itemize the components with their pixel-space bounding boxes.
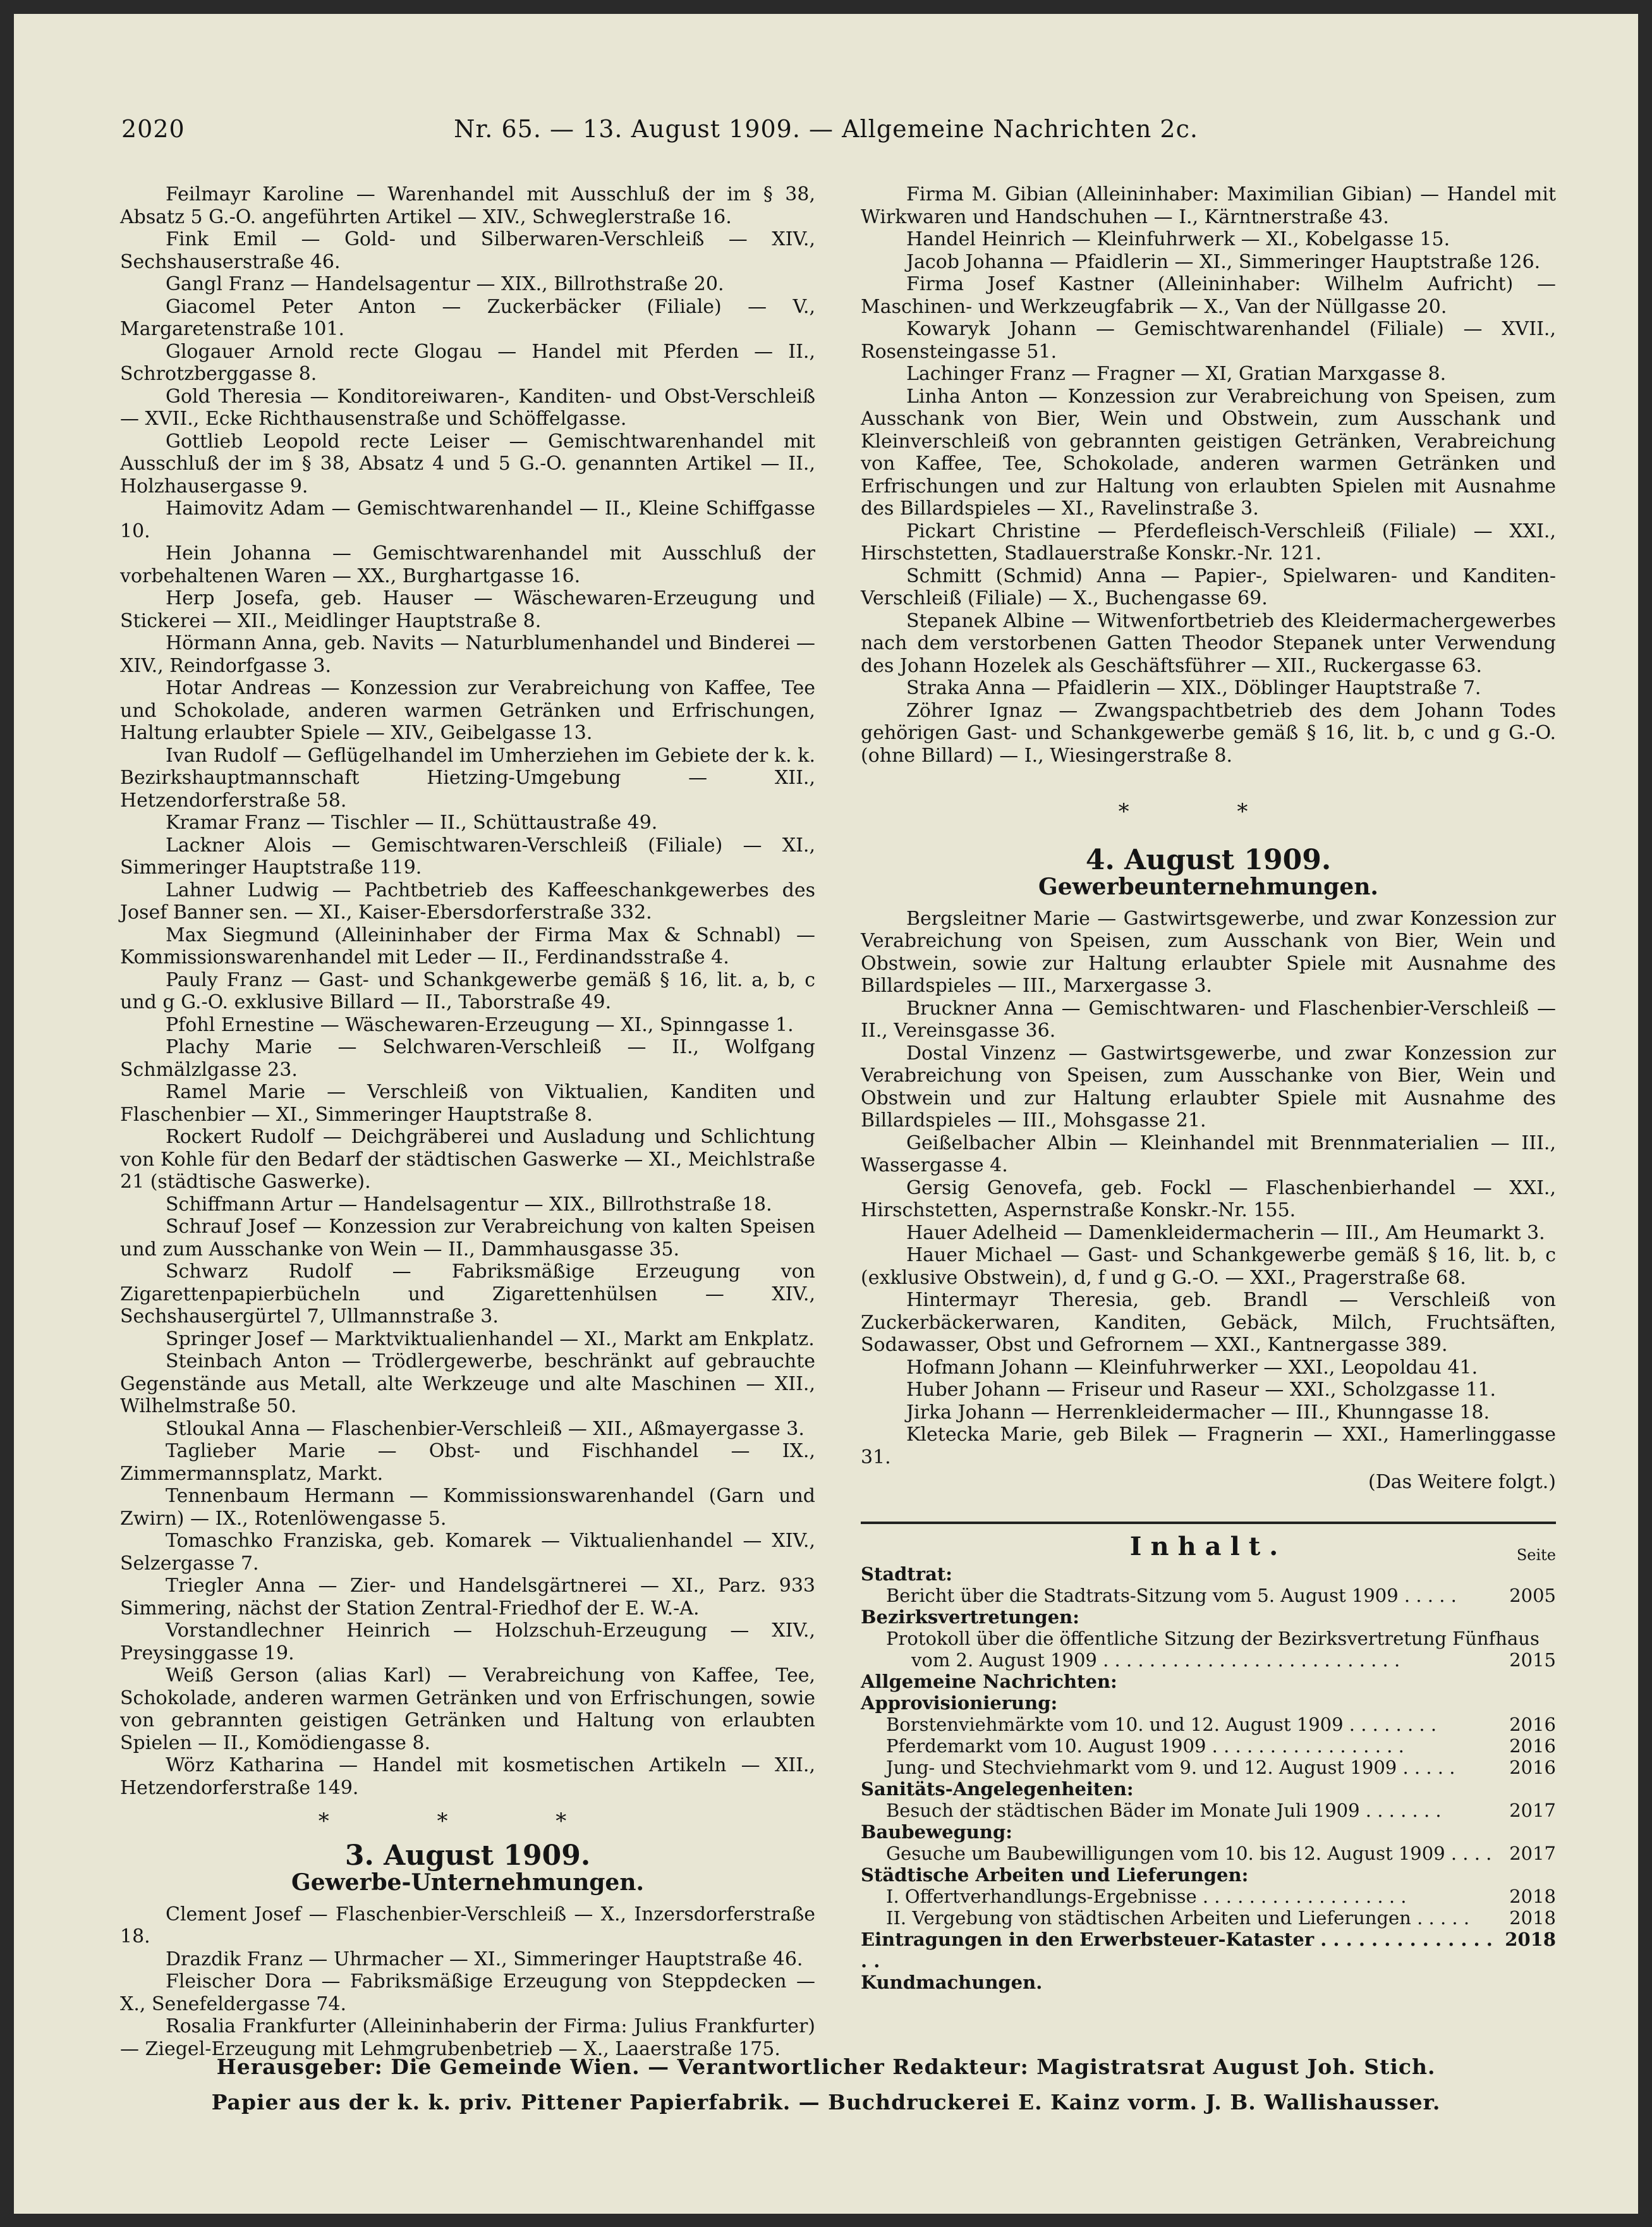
list-item: Schiffmann Artur — Handelsagentur — XIX., Billrothstraße 18. [166,1193,772,1216]
section-title: Gewerbeunternehmungen. [1038,874,1378,900]
list-item: Pickart Christine — Pferdefleisch-Verschleiß (Filiale) — XXI., Hirschstetten, Stadlauerstraße Konskr.-Nr. 121. [861,520,1556,564]
toc-page-label: Seite [1516,1546,1556,1564]
list-item: Tennenbaum Hermann — Kommissionswarenhandel (Garn und Zwirn) — IX., Rotenlöwengasse 5. [120,1485,815,1530]
toc-row [861,1671,1556,1692]
list-item: Jirka Johann — Herrenkleidermacher — III., Khunngasse 18. [906,1401,1490,1424]
left-section-entry-list [120,1903,815,2061]
toc-page-number: 2016 [1509,1735,1556,1757]
list-item: Hotar Andreas — Konzession zur Verabreichung von Kaffee, Tee und Schokolade, anderen warmen Getränken und Erfrischungen, Haltung erlaubter Spiele — XIV., Geibelgasse 13. [120,677,815,744]
list-item: Tomaschko Franziska, geb. Komarek — Viktualienhandel — XIV., Selzergasse 7. [120,1530,815,1575]
list-item: Lachinger Franz — Fragner — XI, Gratian Marxgasse 8. [906,363,1447,385]
toc-entry-text: Baubewegung: [861,1821,1012,1843]
toc-row [861,1714,1556,1735]
toc-page-number: 2017 [1509,1842,1556,1864]
toc-entry-text: Städtische Arbeiten und Lieferungen: [861,1864,1249,1886]
list-item: Gottlieb Leopold recte Leiser — Gemischtwarenhandel mit Ausschluß der im § 38, Absatz 4 und 5 G.-O. genannten Artikel — II., Holzhausergasse 9. [120,430,815,497]
toc-entry-text: Protokoll über die öffentliche Sitzung der Bezirksvertretung Fünfhaus [886,1627,1540,1649]
newspaper-page [14,14,1638,2214]
list-item: Max Siegmund (Alleininhaber der Firma Max & Schnabl) — Kommissionswarenhandel mit Leder — II., Ferdinandsstraße 4. [120,924,815,968]
toc-entry-text: Eintragungen in den Erwerbsteuer-Kataster . . . . . . . . . . . . . . . . [861,1928,1493,1972]
list-item: Steinbach Anton — Trödlergewerbe, beschränkt auf gebrauchte Gegenstände aus Metall, alte Werkzeuge und alte Maschinen — XII., Wilhelmstraße 50. [120,1350,815,1417]
toc-entry-text: Borstenviehmärkte vom 10. und 12. August 1909 . . . . . . . . [886,1713,1437,1735]
left-entry-list [120,183,815,1799]
toc-entry-text: Stadtrat: [861,1563,952,1585]
list-item: Vorstandlechner Heinrich — Holzschuh-Erzeugung — XIV., Preysinggasse 19. [120,1620,815,1664]
toc-header [861,1531,1556,1564]
list-item: Huber Johann — Friseur und Raseur — XXI., Scholzgasse 11. [906,1379,1497,1401]
list-item: Bruckner Anna — Gemischtwaren- und Flaschenbier-Verschleiß — II., Vereinsgasse 36. [861,997,1556,1042]
list-item: Fleischer Dora — Fabriksmäßige Erzeugung von Steppdecken — X., Senefeldergasse 74. [120,1970,815,2015]
right-column [861,183,1556,1993]
list-item: Geißelbacher Albin — Kleinhandel mit Brennmaterialien — III., Wassergasse 4. [861,1132,1556,1176]
toc-row [861,1585,1556,1606]
list-item: Feilmayr Karoline — Warenhandel mit Ausschluß der im § 38, Absatz 5 G.-O. angeführten Artikel — XIV., Schweglerstraße 16. [120,183,815,228]
toc-entry-text: Pferdemarkt vom 10. August 1909 . . . . . . . . . . . . . . . . . [886,1735,1404,1757]
list-item: Taglieber Marie — Obst- und Fischhandel — IX., Zimmermannsplatz, Markt. [120,1440,815,1485]
list-item: Hauer Adelheid — Damenkleidermacherin — III., Am Heumarkt 3. [906,1221,1545,1244]
list-item: Springer Josef — Marktviktualienhandel — XI., Markt am Enkplatz. [166,1327,815,1350]
toc-entry-text: I. Offertverhandlungs-Ergebnisse . . . . . . . . . . . . . . . . . . [886,1885,1407,1907]
toc-entry-text: Approvisionierung: [861,1692,1058,1714]
list-item: Kramar Franz — Tischler — II., Schüttaustraße 49. [166,812,658,834]
page-header-title: Nr. 65. — 13. August 1909. — Allgemeine Nachrichten 2c. [454,115,1198,143]
list-item: Gersig Genovefa, geb. Fockl — Flaschenbierhandel — XXI., Hirschstetten, Aspernstraße Konskr.-Nr. 155. [861,1176,1556,1221]
section-separator-stars: * * [1118,799,1299,824]
right-entry-list [861,183,1556,767]
toc-row [861,1757,1556,1778]
toc-page-number: 2018 [1509,1907,1556,1929]
section-date: 4. August 1909. [1085,843,1332,876]
toc-row [861,1628,1556,1649]
list-item: Gold Theresia — Konditoreiwaren-, Kanditen- und Obst-Verschleiß — XVII., Ecke Richthausenstraße und Schöffelgasse. [120,385,815,430]
list-item: Ivan Rudolf — Geflügelhandel im Umherziehen im Gebiete der k. k. Bezirkshauptmannschaft Hietzing-Umgebung — XII., Hetzendorferstraße 58. [120,744,815,812]
list-item: Hintermayr Theresia, geb. Brandl — Verschleiß von Zuckerbäckerwaren, Kanditen, Gebäck, Milch, Fruchtsäften, Sodawasser, Obst und Gefrornem — XXI., Kantnergasse 389. [861,1289,1556,1356]
toc-row [861,1972,1556,1993]
page-number: 2020 [121,115,185,143]
list-item: Bergsleitner Marie — Gastwirtsgewerbe, und zwar Konzession zur Verabreichung von Speisen, zum Ausschank von Bier, Wein und Obstwein, sowie zur Haltung erlaubter Spiele mit Ausnahme des Billardspieles — III., Marxergasse 3. [861,907,1556,997]
list-item: Lahner Ludwig — Pachtbetrieb des Kaffeeschankgewerbes des Josef Banner sen. — XI., Kaiser-Ebersdorferstraße 332. [120,879,815,924]
toc-page-number: 2016 [1509,1756,1556,1778]
section-date: 3. August 1909. [344,1839,591,1872]
toc-page-number: 2005 [1509,1584,1556,1606]
list-item: Kletecka Marie, geb Bilek — Fragnerin — XXI., Hamerlinggasse 31. [861,1424,1556,1468]
list-item: Giacomel Peter Anton — Zuckerbäcker (Filiale) — V., Margaretenstraße 101. [120,295,815,340]
list-item: Plachy Marie — Selchwaren-Verschleiß — II., Wolfgang Schmälzlgasse 23. [120,1036,815,1081]
toc-entry-text: Besuch der städtischen Bäder im Monate Juli 1909 . . . . . . . [886,1799,1442,1821]
section-title: Gewerbe-Unternehmungen. [291,1869,645,1896]
toc-entry-text: Gesuche um Baubewilligungen vom 10. bis 12. August 1909 . . . . [886,1842,1492,1864]
list-item: Firma M. Gibian (Alleininhaber: Maximilian Gibian) — Handel mit Wirkwaren und Handschuhen — I., Kärntnerstraße 43. [861,183,1556,228]
list-item: Fink Emil — Gold- und Silberwaren-Verschleiß — XIV., Sechshauserstraße 46. [120,228,815,273]
list-item: Schwarz Rudolf — Fabriksmäßige Erzeugung von Zigarettenpapierbücheln und Zigarettenhülsen — XIV., Sechshausergürtel 7, Ullmannstraße 3. [120,1260,815,1327]
toc-entry-text: Jung- und Stechviehmarkt vom 9. und 12. August 1909 . . . . . [886,1756,1455,1778]
list-item: Hörmann Anna, geb. Navits — Naturblumenhandel und Binderei — XIV., Reindorfgasse 3. [120,632,815,677]
list-item: Rosalia Frankfurter (Alleininhaberin der Firma: Julius Frankfurter) — Ziegel-Erzeugung mit Lehmgrubenbetrieb — X., Laaerstraße 175. [120,2015,815,2060]
list-item: Kowaryk Johann — Gemischtwarenhandel (Filiale) — XVII., Rosensteingasse 51. [861,318,1556,363]
toc-page-number: 2018 [1509,1885,1556,1907]
list-item: Firma Josef Kastner (Alleininhaber: Wilhelm Aufricht) — Maschinen- und Werkzeugfabrik — X., Van der Nüllgasse 20. [861,273,1556,318]
toc-row [861,1800,1556,1821]
list-item: Schmitt (Schmid) Anna — Papier-, Spielwaren- und Kanditen-Verschleiß (Filiale) — X., Buchengasse 69. [861,564,1556,609]
toc-entry-text: Kundmachungen. [861,1971,1043,1993]
toc-row [861,1649,1556,1671]
table-of-contents [861,1563,1556,1993]
list-item: Haimovitz Adam — Gemischtwarenhandel — II., Kleine Schiffgasse 10. [120,497,815,542]
list-item: Drazdik Franz — Uhrmacher — XI., Simmeringer Hauptstraße 46. [166,1948,803,1970]
list-item: Schrauf Josef — Konzession zur Verabreichung von kalten Speisen und zum Ausschanke von Wein — II., Dammhausgasse 35. [120,1216,815,1260]
toc-row [861,1929,1556,1972]
list-item: Hein Johanna — Gemischtwarenhandel mit Ausschluß der vorbehaltenen Waren — XX., Burghartgasse 16. [120,542,815,587]
toc-entry-text: vom 2. August 1909 . . . . . . . . . . . . . . . . . . . . . . . . . . [911,1649,1400,1671]
toc-row [861,1563,1556,1585]
footer-printer: Papier aus der k. k. priv. Pittener Papierfabrik. — Buchdruckerei E. Kainz vorm. J. B. Wallishausser. [211,2090,1441,2114]
list-item: Rockert Rudolf — Deichgräberei und Ausladung und Schlichtung von Kohle für den Bedarf der städtischen Gaswerke — XI., Meichlstraße 21 (städtische Gaswerke). [120,1126,815,1193]
list-item: Triegler Anna — Zier- und Handelsgärtnerei — XI., Parz. 933 Simmering, nächst der Station Zentral-Friedhof der E. W.-A. [120,1575,815,1620]
list-item: Pauly Franz — Gast- und Schankgewerbe gemäß § 16, lit. a, b, c und g G.-O. exklusive Billard — II., Taborstraße 49. [120,968,815,1013]
list-item: Gangl Franz — Handelsagentur — XIX., Billrothstraße 20. [166,273,724,295]
list-item: Stloukal Anna — Flaschenbier-Verschleiß — XII., Aßmayergasse 3. [166,1417,805,1440]
toc-row [861,1886,1556,1907]
toc-row [861,1735,1556,1757]
list-item: Pfohl Ernestine — Wäschewaren-Erzeugung — XI., Spinngasse 1. [166,1013,794,1036]
list-item: Ramel Marie — Verschleiß von Viktualien, Kanditen und Flaschenbier — XI., Simmeringer Hauptstraße 8. [120,1081,815,1126]
list-item: Straka Anna — Pfaidlerin — XIX., Döblinger Hauptstraße 7. [906,677,1481,699]
divider-rule [861,1522,1556,1524]
list-item: Clement Josef — Flaschenbier-Verschleiß — X., Inzersdorferstraße 18. [120,1903,815,1948]
toc-page-number: 2018 [1505,1928,1556,1950]
list-item: Hauer Michael — Gast- und Schankgewerbe gemäß § 16, lit. b, c (exklusive Obstwein), d, f und g G.-O. — XXI., Pragerstraße 68. [861,1244,1556,1289]
toc-page-number: 2017 [1509,1799,1556,1821]
toc-entry-text: Sanitäts-Angelegenheiten: [861,1778,1134,1800]
list-item: Glogauer Arnold recte Glogau — Handel mit Pferden — II., Schrotzberggasse 8. [120,340,815,385]
left-column [120,183,815,2060]
toc-row [861,1864,1556,1886]
toc-page-number: 2015 [1509,1649,1556,1671]
list-item: Jacob Johanna — Pfaidlerin — XI., Simmeringer Hauptstraße 126. [906,250,1541,273]
toc-row [861,1821,1556,1843]
list-item: Weiß Gerson (alias Karl) — Verabreichung von Kaffee, Tee, Schokolade, anderen warmen Getränken und von Erfrischungen, sowie von gebrannten geistigen Getränken und Haltung von erlaubten Spielen — II., Komödiengasse 8. [120,1664,815,1754]
toc-entry-text: Bezirksvertretungen: [861,1606,1079,1628]
continued-note: (Das Weitere folgt.) [1368,1471,1556,1493]
toc-row [861,1843,1556,1864]
list-item: Handel Heinrich — Kleinfuhrwerk — XI., Kobelgasse 15. [906,228,1450,250]
toc-entry-text: Allgemeine Nachrichten: [861,1670,1117,1692]
toc-title: Inhalt. [1129,1531,1287,1561]
list-item: Lackner Alois — Gemischtwaren-Verschleiß (Filiale) — XI., Simmeringer Hauptstraße 119. [120,834,815,879]
section-separator-stars: * * * [318,1809,617,1834]
toc-row [861,1606,1556,1628]
toc-entry-text: Bericht über die Stadtrats-Sitzung vom 5. August 1909 . . . . . [886,1584,1457,1606]
list-item: Linha Anton — Konzession zur Verabreichung von Speisen, zum Ausschank von Bier, Wein und Obstwein, zum Ausschank und Kleinverschleiß von gebrannten geistigen Getränken, Verabreichung von Kaffee, Tee, Schokolade, anderen warmen Getränken und Erfrischungen und zur Haltung von erlaubten Spielen mit Ausnahme des Billardspieles — XI., Ravelinstraße 3. [861,385,1556,520]
toc-row [861,1692,1556,1714]
list-item: Dostal Vinzenz — Gastwirtsgewerbe, und zwar Konzession zur Verabreichung von Speisen, zum Ausschanke von Bier, Wein und Obstwein und zur Haltung erlaubter Spiele mit Ausnahme des Billardspieles — III., Mohsgasse 21. [861,1042,1556,1132]
footer-publisher: Herausgeber: Die Gemeinde Wien. — Verantwortlicher Redakteur: Magistratsrat August Joh. Stich. [216,2054,1436,2079]
list-item: Stepanek Albine — Witwenfortbetrieb des Kleidermachergewerbes nach dem verstorbenen Gatten Theodor Stepanek unter Verwendung des Johann Hozelek als Geschäftsführer — XII., Ruckergasse 63. [861,609,1556,677]
list-item: Hofmann Johann — Kleinfuhrwerker — XXI., Leopoldau 41. [906,1356,1478,1379]
toc-row [861,1778,1556,1800]
list-item: Wörz Katharina — Handel mit kosmetischen Artikeln — XII., Hetzendorferstraße 149. [120,1754,815,1799]
toc-page-number: 2016 [1509,1713,1556,1735]
right-section-entry-list [861,908,1556,1469]
list-item: Herp Josefa, geb. Hauser — Wäschewaren-Erzeugung und Stickerei — XII., Meidlinger Hauptstraße 8. [120,587,815,632]
toc-entry-text: II. Vergebung von städtischen Arbeiten und Lieferungen . . . . . [886,1907,1470,1929]
list-item: Zöhrer Ignaz — Zwangspachtbetrieb des dem Johann Todes gehörigen Gast- und Schankgewerbe gemäß § 16, lit. b, c und g G.-O. (ohne Billard) — I., Wiesingerstraße 8. [861,699,1556,767]
toc-row [861,1907,1556,1929]
